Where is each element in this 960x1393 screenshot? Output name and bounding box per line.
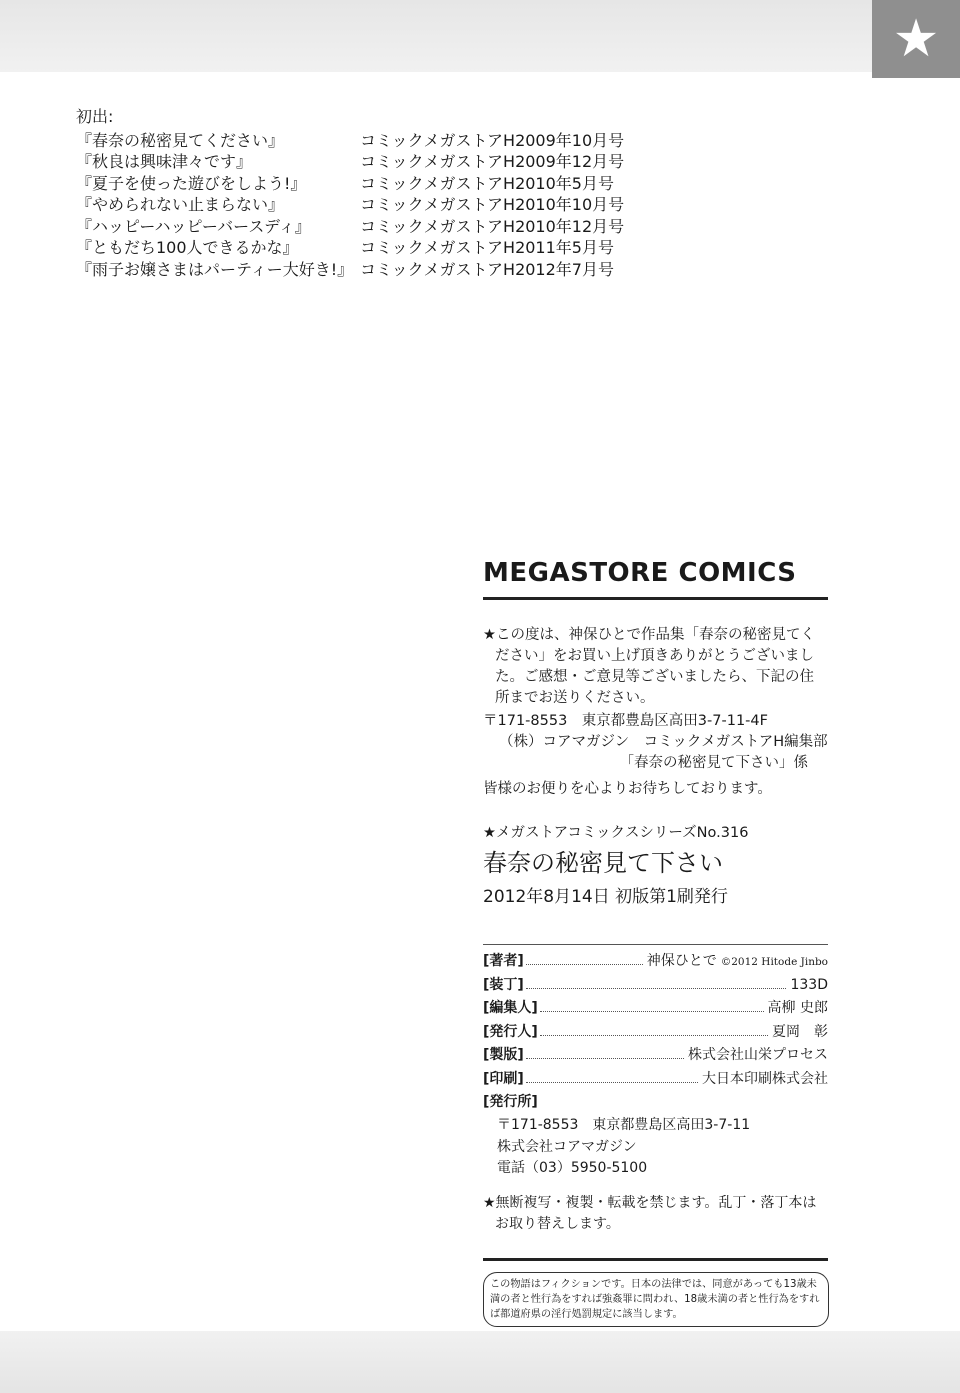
mail-address bbox=[483, 711, 828, 800]
credit-value: 神保ひとで bbox=[646, 953, 717, 969]
corner-star-icon bbox=[872, 0, 960, 78]
credit-value: 株式会社山栄プロセス bbox=[688, 1047, 828, 1063]
list-item bbox=[76, 194, 624, 216]
fiction-notice-text: この物語はフィクションです。日本の法律では、同意があっても13歳未満の者と性行為をすれば強姦罪に問われ、18歳未満の者と性行為をすれば都道府県の淫行処罰規定に該当します。 bbox=[490, 1279, 820, 1320]
credit-label: [著者] bbox=[483, 953, 524, 969]
publisher-phone: 電話（03）5950-5100 bbox=[497, 1160, 648, 1176]
brand-logo: MEGASTORE COMICS bbox=[483, 558, 797, 588]
publisher-label: [発行所] bbox=[483, 1094, 538, 1110]
publisher-name: 株式会社コアマガジン bbox=[497, 1138, 637, 1155]
thank-you-message bbox=[483, 625, 828, 709]
story-title: 『夏子を使った遊びをしよう!』 bbox=[76, 173, 307, 193]
leader-dots bbox=[526, 988, 787, 989]
credit-label: [装丁] bbox=[483, 976, 524, 993]
first-appearance-list bbox=[76, 106, 624, 280]
credit-row bbox=[483, 997, 828, 1021]
address-line: 〒171-8553 東京都豊島区高田3-7-11-4F bbox=[483, 713, 768, 729]
list-item bbox=[76, 173, 624, 195]
top-band bbox=[0, 0, 960, 72]
credit-label: [発行人] bbox=[483, 1023, 538, 1040]
copyright-note: ©2012 Hitode Jinbo bbox=[720, 956, 828, 968]
notice-text: ★無断複写・複製・転載を禁じます。乱丁・落丁本はお取り替えします。 bbox=[483, 1195, 817, 1232]
leader-dots bbox=[540, 1011, 764, 1012]
credit-value: 大日本印刷株式会社 bbox=[702, 1070, 828, 1087]
publisher-info bbox=[483, 1115, 842, 1180]
story-source: コミックメガストアH2011年5月号 bbox=[360, 238, 614, 257]
divider bbox=[483, 944, 828, 945]
credit-row bbox=[483, 1021, 828, 1045]
credit-row bbox=[483, 1044, 828, 1068]
story-source: コミックメガストアH2010年12月号 bbox=[360, 216, 625, 236]
list-item bbox=[76, 130, 624, 152]
credit-value: 夏岡 彰 bbox=[772, 1023, 828, 1040]
list-item bbox=[76, 151, 624, 173]
address-closing: 皆様のお便りを心よりお待ちしております。 bbox=[483, 781, 772, 797]
credit-value: 高柳 史郎 bbox=[767, 1000, 828, 1016]
story-title: 『秋良は興味津々です』 bbox=[76, 152, 253, 171]
list-item bbox=[76, 259, 624, 281]
credit-label: [編集人] bbox=[483, 1000, 538, 1016]
message-text: ★この度は、神保ひとで作品集「春奈の秘密見てください」をお買い上げ頂きありがとうございました。ご感想・ご意見等ございましたら、下記の住所までお送りください。 bbox=[483, 627, 815, 706]
story-title: 『ともだち100人できるかな』 bbox=[76, 238, 299, 257]
story-title: 『ハッピーハッピーバースディ』 bbox=[76, 216, 311, 236]
credit-label: [印刷] bbox=[483, 1070, 524, 1087]
credit-label: [製版] bbox=[483, 1047, 524, 1063]
leader-dots bbox=[526, 1058, 684, 1059]
credit-row bbox=[483, 974, 828, 998]
release-date: 2012年8月14日 初版第1刷発行 bbox=[483, 887, 728, 907]
list-item bbox=[76, 237, 624, 259]
credit-row bbox=[483, 1068, 828, 1092]
story-source: コミックメガストアH2009年12月号 bbox=[360, 152, 625, 171]
credit-row bbox=[483, 1091, 828, 1115]
list-item bbox=[76, 216, 624, 238]
credit-row bbox=[483, 950, 828, 974]
story-title: 『やめられない止まらない』 bbox=[76, 195, 285, 214]
copy-notice bbox=[483, 1193, 828, 1235]
story-source: コミックメガストアH2010年10月号 bbox=[360, 195, 625, 214]
address-line: （株）コアマガジン コミックメガストアH編集部 bbox=[499, 734, 828, 750]
star-glyph: ★ bbox=[892, 9, 940, 69]
credits-table bbox=[483, 950, 828, 1115]
leader-dots bbox=[526, 964, 643, 965]
story-title: 『春奈の秘密見てください』 bbox=[76, 130, 285, 150]
story-source: コミックメガストアH2012年7月号 bbox=[360, 259, 614, 279]
credit-value: 133D bbox=[790, 976, 828, 993]
story-source: コミックメガストアH2009年10月号 bbox=[360, 130, 625, 150]
bottom-band bbox=[0, 1331, 960, 1393]
first-appearance-heading: 初出: bbox=[76, 107, 114, 126]
divider bbox=[483, 1258, 828, 1261]
divider bbox=[483, 597, 828, 600]
leader-dots bbox=[526, 1082, 698, 1083]
fiction-notice-box bbox=[483, 1272, 829, 1327]
series-number: ★メガストアコミックスシリーズNo.316 bbox=[483, 825, 749, 841]
story-source: コミックメガストアH2010年5月号 bbox=[360, 173, 614, 193]
story-title: 『雨子お嬢さまはパーティー大好き!』 bbox=[76, 259, 354, 279]
leader-dots bbox=[540, 1035, 768, 1036]
book-title: 春奈の秘密見て下さい bbox=[483, 849, 723, 877]
address-line: 「春奈の秘密見て下さい」係 bbox=[619, 755, 808, 771]
publisher-address: 〒171-8553 東京都豊島区高田3-7-11 bbox=[497, 1117, 751, 1133]
